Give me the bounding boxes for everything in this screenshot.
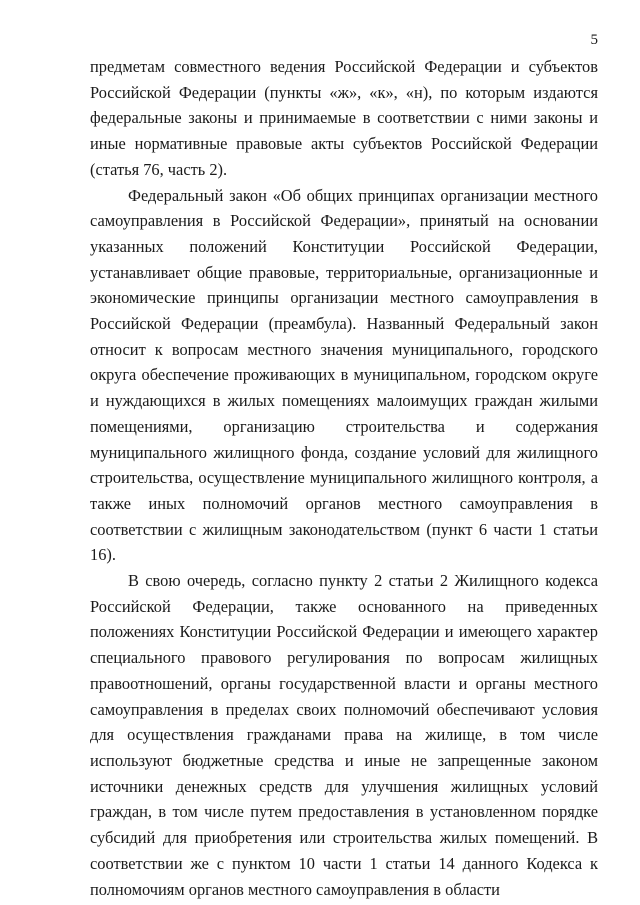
paragraph-continuation: предметам совместного ведения Российской Федерации и субъектов Российской Федерации (пункты «ж», «к», «н), по которым издаются федеральные законы и принимаемые в соответствии с ними законы и иные нормативные правовые акты субъектов Российской Федерации (статья 76, часть 2). <box>90 57 598 179</box>
paragraph-federal-law: Федеральный закон «Об общих принципах организации местного самоуправления в Российской Федерации», принятый на основании указанных положений Конституции Российской Федерации, устанавливает общие правовые, территориальные, организационные и экономические принципы организации местного самоуправления в Российской Федерации (преамбула). Названный Федеральный закон относит к вопросам местного значения муниципального, городского округа обеспечение проживающих в муниципальном, городском округе и нуждающихся в жилых помещениях малоимущих граждан жилыми помещениями, организацию строительства и содержания муниципального жилищного фонда, создание условий для жилищного строительства, осуществление муниципального жилищного контроля, а также иных полномочий органов местного самоуправления в соответствии с жилищным законодательством (пункт 6 части 1 статьи 16). <box>90 185 598 565</box>
document-body <box>90 54 598 902</box>
paragraph-housing-code: В свою очередь, согласно пункту 2 статьи 2 Жилищного кодекса Российской Федерации, также основанного на приведенных положениях Конституции Российской Федерации и имеющего характер специального правового регулирования по вопросам жилищных правоотношений, органы государственной власти и органы местного самоуправления в пределах своих полномочий обеспечивают условия для осуществления гражданами права на жилище, в том числе используют бюджетные средства и иные не запрещенные законом источники денежных средств для улучшения жилищных условий граждан, в том числе путем предоставления в установленном порядке субсидий для приобретения или строительства жилых помещений. В соответствии же с пунктом 10 части 1 статьи 14 данного Кодекса к полномочиям органов местного самоуправления в области <box>90 571 598 899</box>
page-number: 5 <box>590 32 598 48</box>
